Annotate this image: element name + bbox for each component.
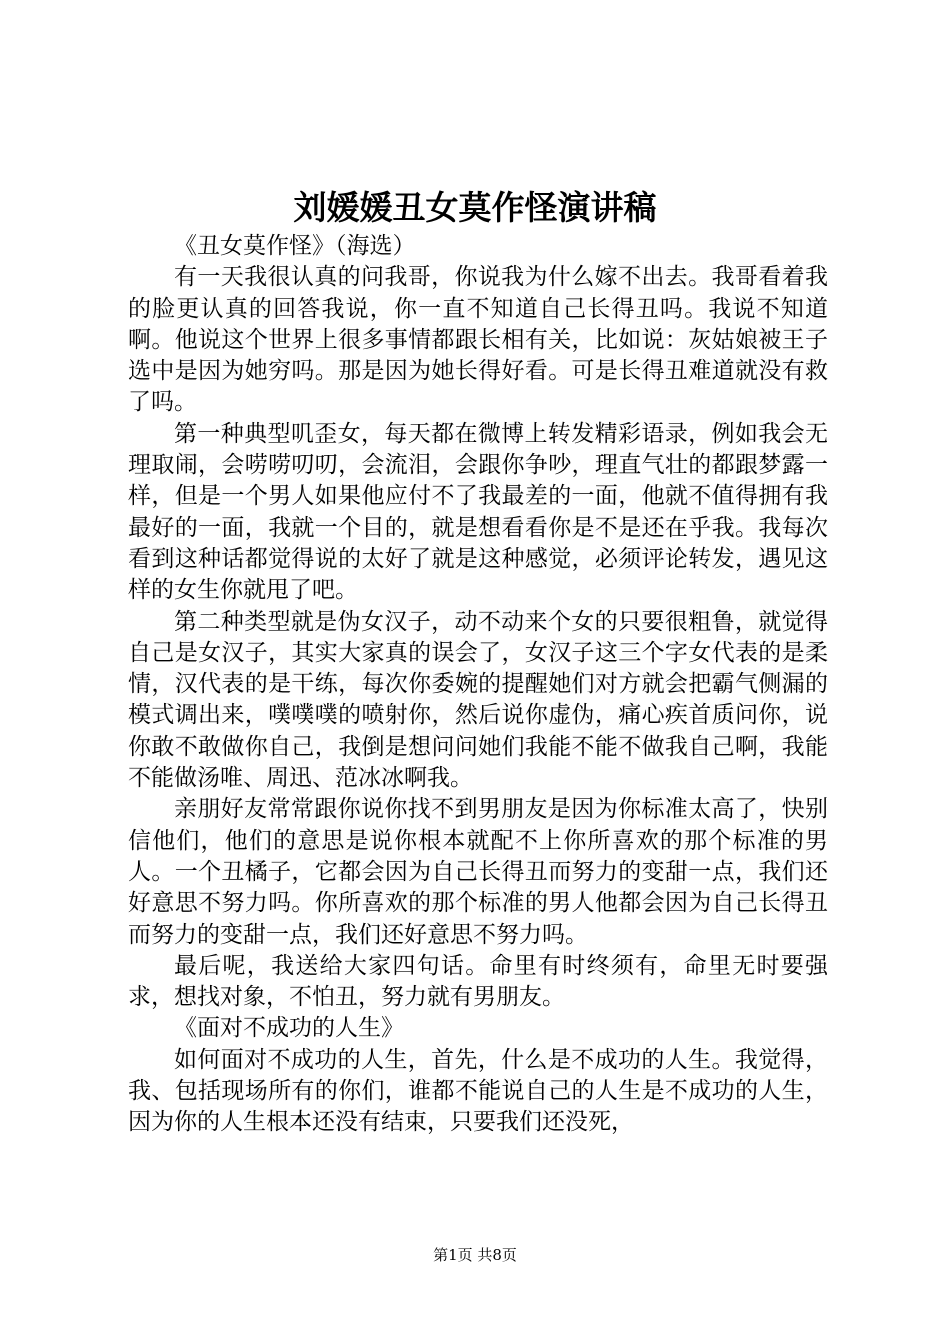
page-footer: 第1页 共8页 [433, 1246, 517, 1264]
document-title: 刘媛媛丑女莫作怪演讲稿 [293, 188, 657, 227]
paragraph: 第二种类型就是伪女汉子，动不动来个女的只要很粗鲁，就觉得自己是女汉子，其实大家真的误会了，女汉子这三个字女代表的是柔情，汉代表的是干练，每次你委婉的提醒她们对方就会把霸气侧漏的模式调出来，噗噗噗的喷射你，然后说你虚伪，痛心疾首质问你，说你敢不敢做你自己，我倒是想问问她们我能不能不做我自己啊，我能不能做汤唯、周迅、范冰冰啊我。 [128, 608, 828, 792]
paragraph: 最后呢，我送给大家四句话。命里有时终须有，命里无时要强求，想找对象，不怕丑，努力就有男朋友。 [128, 952, 828, 1011]
paragraph: 亲朋好友常常跟你说你找不到男朋友是因为你标准太高了，快别信他们，他们的意思是说你根本就配不上你所喜欢的那个标准的男人。一个丑橘子，它都会因为自己长得丑而努力的变甜一点，我们还好意思不努力吗。你所喜欢的那个标准的男人他都会因为自己长得丑而努力的变甜一点，我们还好意思不努力吗。 [128, 796, 828, 948]
paragraph: 第一种典型叽歪女，每天都在微博上转发精彩语录，例如我会无理取闹，会唠唠叨叨，会流泪，会跟你争吵，理直气壮的都跟梦露一样，但是一个男人如果他应付不了我最差的一面，他就不值得拥有我最好的一面，我就一个目的，就是想看看你是不是还在乎我。我每次看到这种话都觉得说的太好了就是这种感觉，必须评论转发，遇见这样的女生你就甩了吧。 [128, 420, 828, 604]
section-heading: 《面对不成功的人生》 [174, 1015, 404, 1042]
document-body [128, 231, 828, 1139]
section-heading: 《丑女莫作怪》（海选） [174, 233, 416, 259]
paragraph: 有一天我很认真的问我哥，你说我为什么嫁不出去。我哥看着我的脸更认真的回答我说，你一直不知道自己长得丑吗。我说不知道啊。他说这个世界上很多事情都跟长相有关，比如说：灰姑娘被王子选中是因为她穷吗。那是因为她长得好看。可是长得丑难道就没有救了吗。 [128, 264, 828, 416]
paragraph: 如何面对不成功的人生，首先，什么是不成功的人生。我觉得，我、包括现场所有的你们，谁都不能说自己的人生是不成功的人生，因为你的人生根本还没有结束，只要我们还没死， [128, 1046, 828, 1136]
